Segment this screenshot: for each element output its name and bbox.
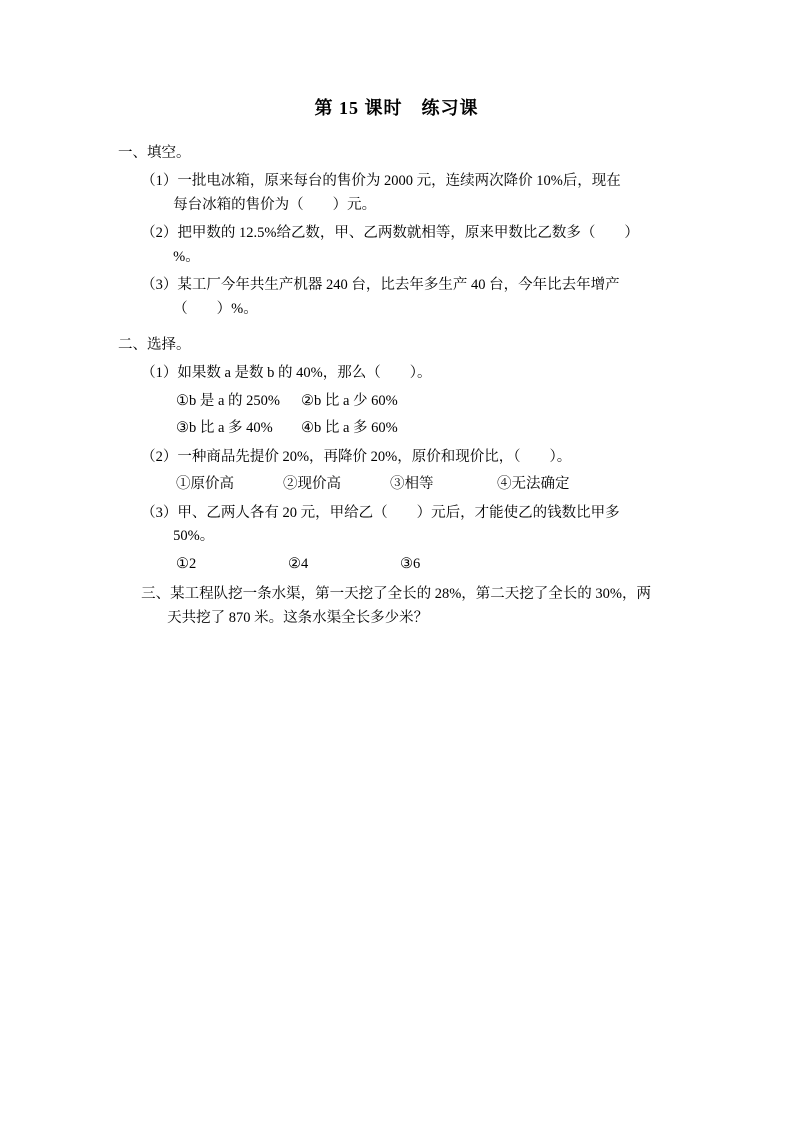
question-text-cont: %。 — [173, 248, 200, 265]
document-body — [118, 142, 683, 631]
problem-text-cont: 天共挖了 870 米。这条水渠全长多少米？ — [167, 609, 429, 626]
question-number: （2） — [141, 448, 178, 465]
option-b[interactable]: ②4 — [288, 555, 309, 572]
question-number: （2） — [141, 225, 178, 242]
question-number: （1） — [141, 173, 178, 190]
question-text: 如果数 a 是数 b 的 40%，那么（ ）。 — [177, 365, 432, 382]
page-title: 第 15 课时 练习课 — [314, 98, 479, 118]
question-text-cont: （ ）%。 — [173, 300, 258, 317]
option-c[interactable]: ③6 — [400, 555, 421, 572]
section-heading-multiple-choice: 二、选择。 — [118, 336, 191, 353]
question-text-cont: 每台冰箱的售价为（ ）元。 — [173, 196, 377, 213]
question-text: 把甲数的 12.5%给乙数，甲、乙两数就相等，原来甲数比乙数多（ ） — [177, 225, 639, 242]
question-text-cont: 50%。 — [173, 528, 215, 545]
options-row-2-1-a — [176, 390, 683, 413]
question-text: 甲、乙两人各有 20 元，甲给乙（ ）元后，才能使乙的钱数比甲多 — [177, 504, 620, 521]
options-row-2-2 — [176, 473, 683, 496]
question-2-1 — [141, 362, 683, 385]
problem-text: 某工程队挖一条水渠，第一天挖了全长的 28%，第二天挖了全长的 30%，两 — [170, 586, 652, 603]
question-1-2 — [141, 222, 683, 269]
section-heading-fill-in: 一、填空。 — [118, 144, 191, 161]
question-number: （1） — [141, 365, 178, 382]
question-2-2 — [141, 446, 683, 469]
question-2-3 — [141, 502, 683, 549]
option-d[interactable]: ④无法确定 — [497, 476, 570, 493]
section-heading-word-problem: 三、 — [141, 586, 171, 603]
option-a[interactable]: ①b 是 a 的 250% — [176, 392, 281, 409]
question-number: （3） — [141, 504, 178, 521]
option-c[interactable]: ③相等 — [390, 476, 434, 493]
question-text: 一种商品先提价 20%，再降价 20%，原价和现价比，（ ）。 — [177, 448, 572, 465]
question-1-1 — [141, 170, 683, 217]
option-b[interactable]: ②b 比 a 少 60% — [301, 392, 398, 409]
question-number: （3） — [141, 277, 178, 294]
option-c[interactable]: ③b 比 a 多 40% — [176, 420, 273, 437]
question-text: 某工厂今年共生产机器 240 台，比去年多生产 40 台，今年比去年增产 — [177, 277, 620, 294]
option-a[interactable]: ①原价高 — [176, 476, 234, 493]
options-row-2-3 — [176, 553, 683, 576]
question-1-3 — [141, 274, 683, 321]
option-a[interactable]: ①2 — [176, 555, 197, 572]
option-b[interactable]: ②现价高 — [283, 476, 341, 493]
options-row-2-1-b — [176, 417, 683, 440]
option-d[interactable]: ④b 比 a 多 60% — [301, 420, 398, 437]
question-3-1 — [141, 583, 683, 630]
question-text: 一批电冰箱，原来每台的售价为 2000 元，连续两次降价 10%后，现在 — [177, 173, 621, 190]
